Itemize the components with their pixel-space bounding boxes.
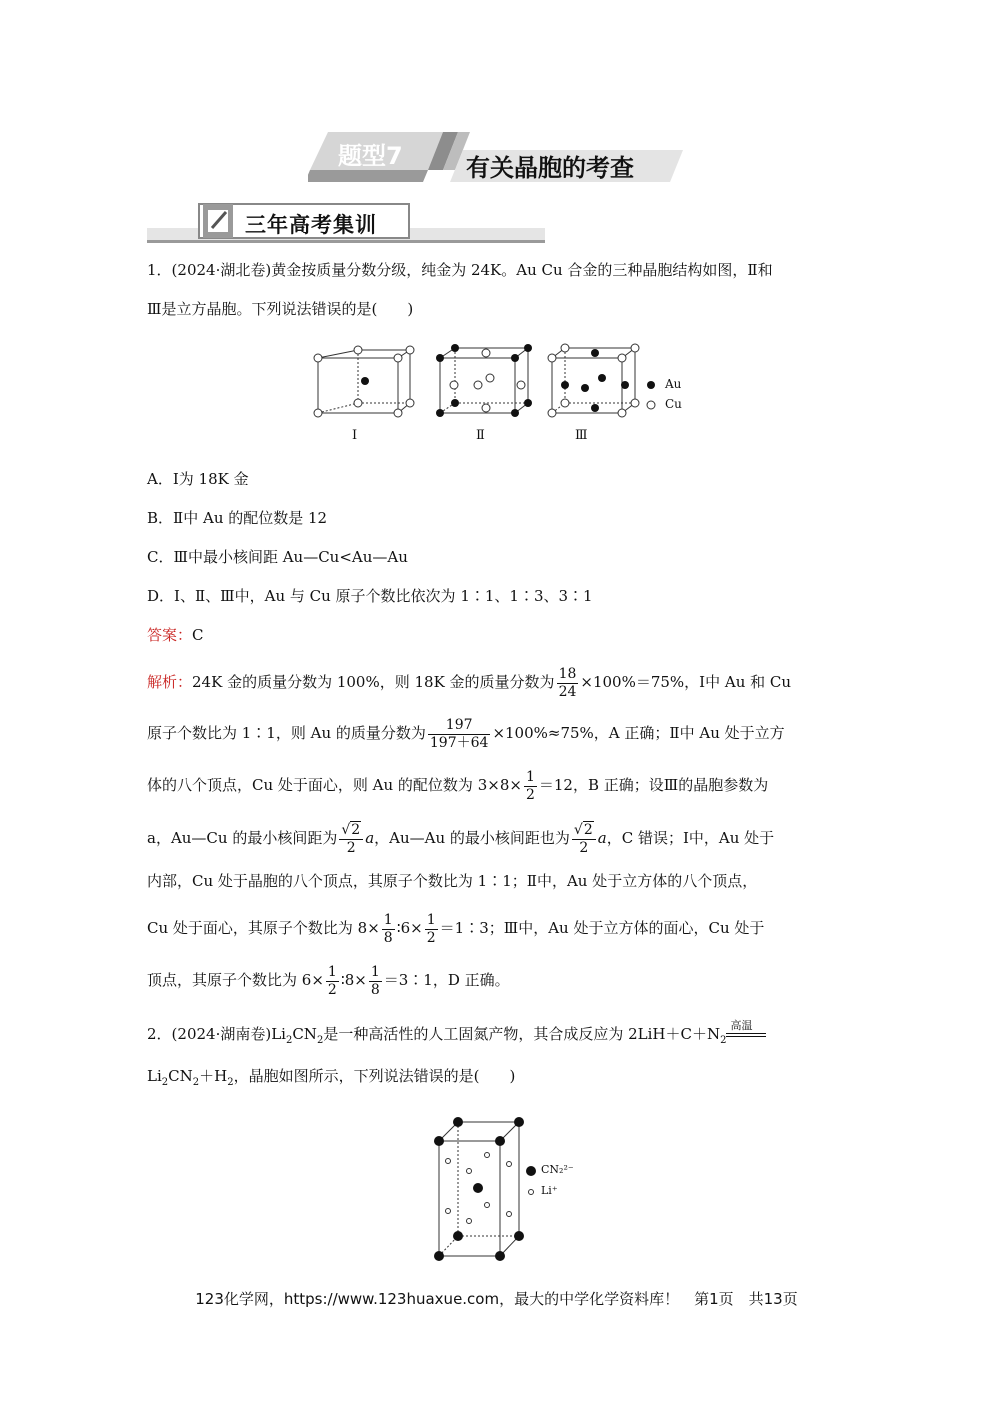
analysis-line6 [147,906,764,950]
fraction [326,964,339,999]
li2cn2-cell-figure [425,1108,585,1263]
analysis-text: 顶点，其原子个数比为 6× [147,971,324,989]
numerator: 1 [383,911,393,928]
analysis-text: ×100%≈75%，A 正确；Ⅱ中 Au 处于立方 [492,724,785,742]
q2-text: ＋H [199,1067,228,1085]
q1-option-b: B．Ⅱ中 Au 的配位数是 12 [147,509,328,527]
numerator: √2 [572,821,596,840]
denominator: 8 [383,929,393,946]
analysis-text: ＝3∶1，D 正确。 [383,971,510,989]
analysis-text: a，Au—Cu 的最小核间距为 [147,829,338,847]
title-banner [308,130,688,184]
denominator: 2 [579,840,589,856]
q2-text: 2．(2024·湖南卷)Li [147,1025,286,1043]
q2-text: Li [147,1067,162,1085]
fraction [382,912,395,947]
section-title: 三年高考集训 [245,213,377,237]
subscript: 2 [227,1077,234,1088]
denominator: 2 [327,981,337,998]
subscript: 2 [285,1035,293,1046]
radicand: 2 [583,822,593,838]
variable-a: a [597,829,607,847]
q1-option-a: A．Ⅰ为 18K 金 [147,470,249,488]
analysis-line2 [147,711,785,755]
sqrt-fraction [572,821,596,857]
denominator: 2 [426,929,436,946]
denominator: 2 [525,786,535,803]
analysis-text: ＝1∶3；Ⅲ中，Au 处于立方体的面心，Cu 处于 [439,919,765,937]
denominator: 2 [346,840,356,856]
crystal-cells-figure [310,340,690,450]
numerator: 197 [428,717,491,735]
q2-text: 是一种高活性的人工固氮产物，其合成反应为 2LiH＋C＋N [323,1025,721,1043]
analysis-line7 [147,958,510,1002]
analysis-line1 [147,660,791,704]
fraction [524,769,537,804]
analysis-text: 24K 金的质量分数为 100%，则 18K 金的质量分数为 [192,673,555,691]
fraction [428,717,491,752]
numerator: 18 [558,665,577,682]
cell-label-2: Ⅱ [476,428,485,443]
subscript: 2 [316,1035,324,1046]
pencil-note-icon [208,210,228,232]
fraction [557,666,579,701]
fraction [425,912,438,947]
numerator: 1 [426,911,436,928]
legend-cn2: CN₂²⁻ [541,1163,574,1176]
q2-stem-line2 [147,1065,515,1087]
analysis-label: 解析： [147,673,193,691]
sqrt-fraction [339,821,363,857]
q2-text: CN [292,1025,317,1043]
cell-label-3: Ⅲ [575,428,588,443]
numerator: 1 [370,963,380,980]
answer-label: 答案： [147,626,193,644]
q1-stem-line1: 1．(2024·湖北卷)黄金按质量分数分级，纯金为 24K。Au Cu 合金的三种晶胞结构如图，Ⅱ和 [147,261,773,279]
legend-li: Li⁺ [541,1184,558,1197]
reaction-condition: 高温 [730,1019,753,1032]
subscript: 2 [720,1035,727,1046]
analysis-text: 原子个数比为 1∶1，则 Au 的质量分数为 [147,724,426,742]
analysis-line5: 内部，Cu 处于晶胞的八个顶点，其原子个数比为 1∶1；Ⅱ中，Au 处于立方体的八个顶点， [147,872,758,890]
analysis-text: ＝12，B 正确；设Ⅲ的晶胞参数为 [538,776,769,794]
page-footer: 123化学网，https://www.123huaxue.com，最大的中学化学资料库！ 第1页 共13页 [195,1290,798,1308]
denominator: 24 [558,683,577,700]
numerator: √2 [339,821,363,840]
q1-option-d: D．Ⅰ、Ⅱ、Ⅲ中，Au 与 Cu 原子个数比依次为 1∶1、1∶3、3∶1 [147,587,593,605]
radicand: 2 [351,822,361,838]
denominator: 197＋64 [429,734,489,751]
numerator: 1 [327,963,337,980]
analysis-text: ∶8× [340,971,367,989]
type-badge: 题型7 [338,142,403,170]
q2-text: CN [168,1067,193,1085]
answer-value: C [192,626,204,644]
fraction [369,964,382,999]
analysis-text: ×100%＝75%，Ⅰ中 Au 和 Cu [580,673,792,691]
q2-figure [425,1108,585,1263]
analysis-text: ，Au—Au 的最小核间距也为 [374,829,570,847]
q2-text: ，晶胞如图所示，下列说法错误的是( ) [233,1067,516,1085]
subscript: 2 [161,1077,169,1088]
page-title: 有关晶胞的考查 [466,154,634,182]
denominator: 8 [370,981,380,998]
numerator: 1 [525,768,535,785]
analysis-text: Cu 处于面心，其原子个数比为 8× [147,919,380,937]
q2-stem-line1 [147,1019,766,1046]
analysis-text: ，C 错误；Ⅰ中，Au 处于 [606,829,775,847]
legend-cu: Cu [665,397,682,411]
reaction-arrow [726,1019,766,1046]
cell-label-1: Ⅰ [352,428,358,443]
analysis-text: ∶6× [396,919,423,937]
double-line [726,1033,766,1037]
analysis-line4 [147,816,774,860]
analysis-text: 体的八个顶点，Cu 处于面心，则 Au 的配位数为 3×8× [147,776,522,794]
q1-stem-line2: Ⅲ是立方晶胞。下列说法错误的是( ) [147,300,414,318]
q1-option-c: C．Ⅲ中最小核间距 Au—Cu<Au—Au [147,548,408,566]
subscript: 2 [192,1077,200,1088]
q1-figure [310,340,690,450]
section-header [147,200,545,246]
legend-au: Au [665,377,682,391]
analysis-line3 [147,763,768,807]
variable-a: a [365,829,375,847]
q1-answer [147,624,204,646]
